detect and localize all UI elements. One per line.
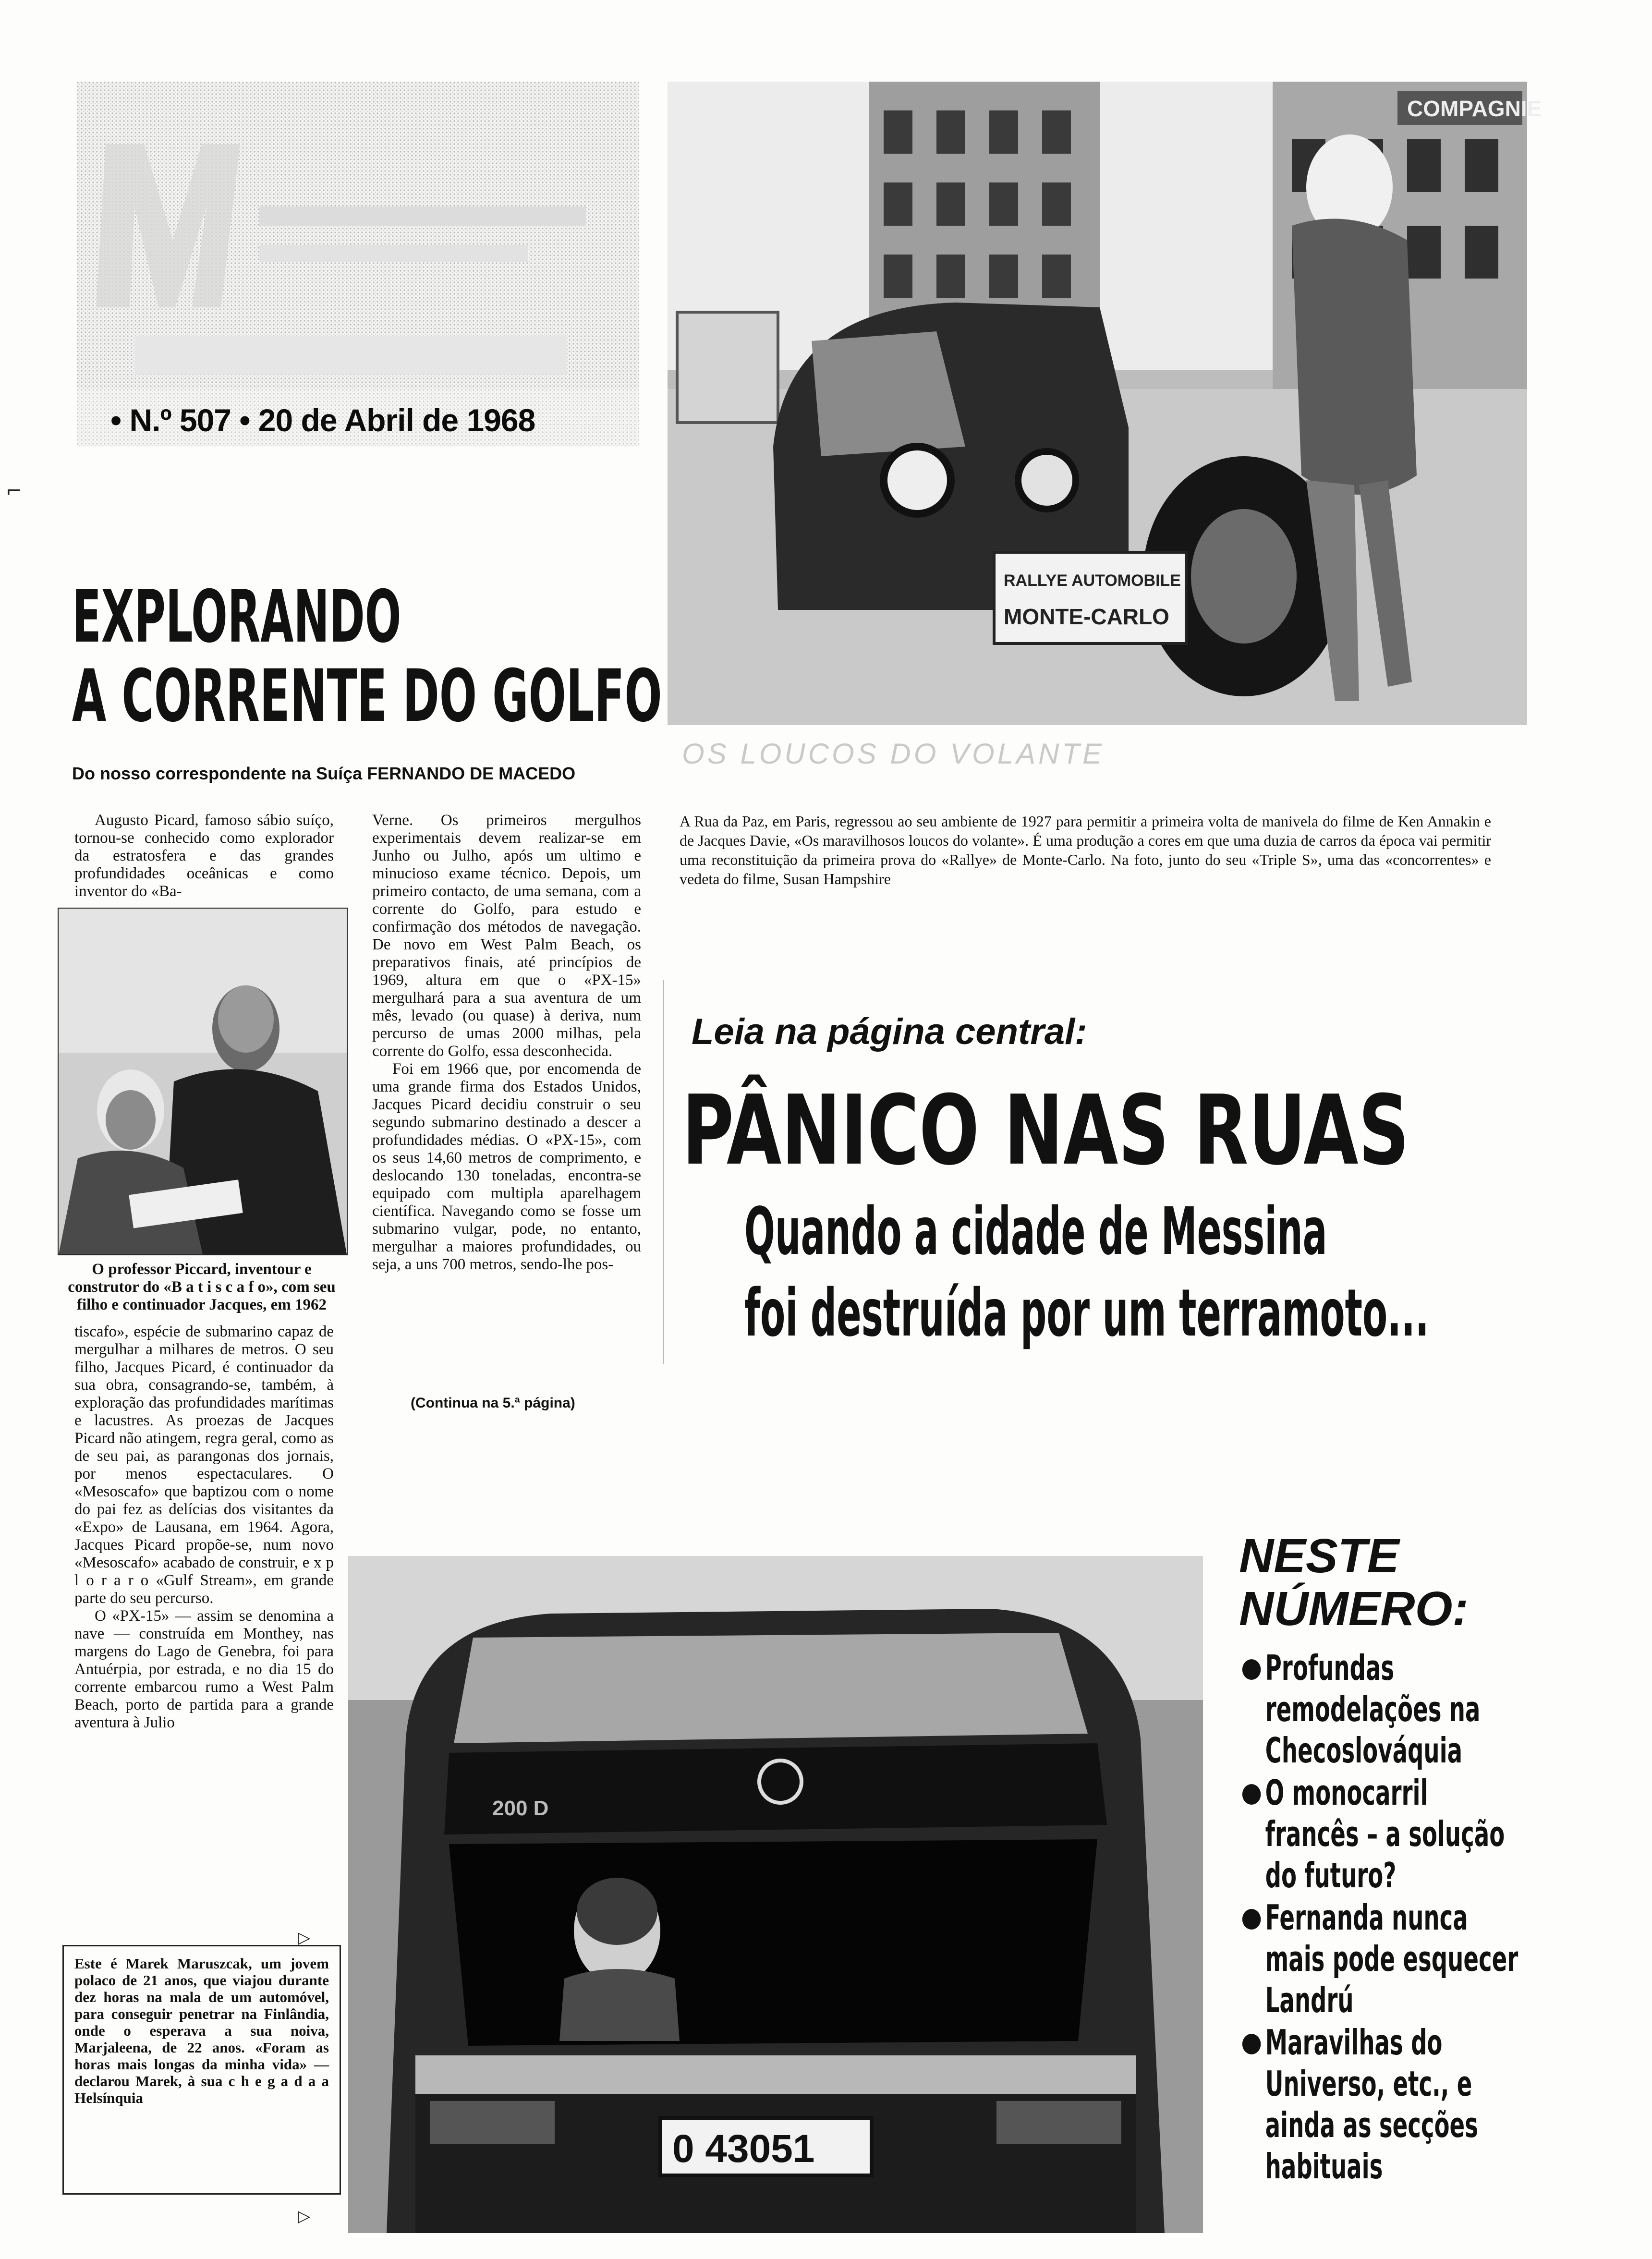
arrow-right-icon: ▷ (298, 1928, 311, 1947)
article-column-2 (372, 812, 641, 1274)
article-column-1-intro (74, 812, 334, 900)
article-paragraph: O «PX-15» — assim se denomina a nave — construída em Monthey, nas margens do Lago de Genebra, foi para Antuérpia, por estrada, e no dia 15 do corrente embarcou rumo a West Palm Beach, porto de partida para a grande aventura à Julio (74, 1607, 334, 1731)
continued-note: (Continua na 5.ª página) (411, 1395, 575, 1411)
article-byline: Do nosso correspondente na Suíça FERNANDO DE MACEDO (72, 764, 576, 783)
masthead-logo (77, 82, 639, 514)
issue-line: • N.º 507 • 20 de Abril de 1968 (110, 402, 535, 438)
contents-item (1241, 1772, 1513, 1896)
neste-numero-title-line-1: NESTE (1239, 1529, 1399, 1583)
contents-item (1241, 1647, 1513, 1771)
paris-photo-caption: A Rua da Paz, em Paris, regressou ao seu ambiente de 1927 para permitir a primeira volta de manivela do filme de Ken Annakin e de Jacques Davie, «Os maravilhosos loucos do volante». É uma produção a cores em que uma duzia de carros da época vai permitir uma reconstituição da primeira prova do «Rallye» de Monte-Carlo. Na foto, junto do seu «Triple S», uma das «concorrentes» e vedeta do filme, Susan Hampshire (680, 813, 1491, 887)
arrow-right-icon: ▷ (298, 2207, 311, 2226)
piccard-photo-caption: O professor Piccard, inventour e construtor do «B a t i s c a f o», com seu filho e continuador Jacques, em 1962 (68, 1261, 336, 1313)
article-paragraph: Augusto Picard, famoso sábio suíço, tornou-se conhecido como explorador da estratosfera e das grandes profundidades oceânicas e como inventor do «Ba- (74, 812, 334, 900)
rallye-plate-line-2: MONTE-CARLO (1004, 604, 1169, 629)
car-trunk-photo (348, 1556, 1203, 2233)
bullet-icon: ● (1241, 1777, 1262, 1808)
neste-numero-title-line-2: NÚMERO: (1239, 1582, 1469, 1636)
feature-title: PÂNICO NAS RUAS (682, 1075, 1409, 1187)
car-model-badge: 200 D (492, 1797, 549, 1820)
contents-item-label: O monocarril francês – a solução do futuro? (1265, 1773, 1505, 1895)
article-paragraph: Verne. Os primeiros mergulhos experimentais devem realizar-se em Junho ou Julho, após um ultimo e minucioso exame técnico. Depois, um primeiro contacto, de uma semana, com a corrente do Golfo, para estudo e confirmação dos métodos de navegação. De novo em West Palm Beach, os preparativos finais, até princípios de 1969, altura em que o «PX-15» mergulhará para a sua aventura de um mês, levado (ou quase) à deriva, num percurso de umas 2000 milhas, pela corrente do Golfo, essa desconhecida. (372, 812, 641, 1060)
building-sign: COMPAGNIE (1407, 96, 1542, 121)
faded-film-title: OS LOUCOS DO VOLANTE (682, 738, 1105, 770)
piccard-photo (58, 908, 348, 1255)
bullet-icon: ● (1241, 1902, 1262, 1933)
car-photo-caption: Este é Marek Maruszcak, um jovem polaco de 21 anos, que viajou durante dez horas na mala de um automóvel, para conseguir penetrar na Finlândia, onde o esperava a sua noiva, Marjaleena, de 22 anos. «Foram as horas mais longas da minha vida» — declarou Marek, à sua c h e g a d a a Helsínquia (62, 1945, 341, 2195)
article-headline-line-1: EXPLORANDO (72, 575, 401, 659)
bullet-icon: ● (1241, 1652, 1262, 1683)
article-column-1-body (74, 1323, 334, 1732)
contents-item-label: Maravilhas do Universo, etc., e ainda as secções habituais (1265, 2022, 1478, 2186)
rallye-plate-line-1: RALLYE AUTOMOBILE (1004, 571, 1181, 590)
contents-item (1241, 1897, 1518, 2021)
paris-rallye-photo (668, 82, 1542, 725)
margin-mark-icon: ⌐ (6, 480, 22, 502)
bullet-icon: ● (1241, 2027, 1262, 2058)
contents-item-label: Profundas remodelações na Checoslováquia (1265, 1648, 1481, 1771)
article-paragraph: tiscafo», espécie de submarino capaz de mergulhar a milhares de metros. O seu filho, Jacques Picard, é continuador da sua obra, consagrando-se, também, à exploração das profundidades marítimas e lacustres. As proezas de Jacques Picard não atingem, regra geral, como as de seu pai, as parangonas dos jornais, por menos espectaculares. O «Mesoscafo» que baptizou com o nome do pai fez as delícias dos visitantes da «Expo» de Lausana, em 1964. Agora, Jacques Picard propõe-se, num novo «Mesoscafo» acabado de construir, e x p l o r a r o «Gulf Stream», em grande parte do seu percurso. (74, 1323, 334, 1607)
license-plate: 0 43051 (672, 2127, 815, 2171)
article-paragraph: Foi em 1966 que, por encomenda de uma grande firma dos Estados Unidos, Jacques Picard decidiu construir o seu segundo submarino destinado a descer a profundidades médias. O «PX-15», com os seus 14,60 metros de comprimento, e deslocando 130 toneladas, encontra-se equipado com multipla aparelhagem científica. Navegando como se fosse um submarino vulgar, pode, no entanto, mergulhar a maiores profundidades, ou seja, a uns 700 metros, sendo-lhe pos- (372, 1060, 641, 1273)
contents-item (1241, 2022, 1513, 2187)
feature-subtitle-line-1: Quando a cidade de Messina (744, 1194, 1327, 1270)
feature-intro: Leia na página central: (692, 1011, 1087, 1052)
article-headline-line-2: A CORRENTE DO GOLFO (72, 655, 662, 738)
feature-subtitle-line-2: foi destruída por um terramoto... (744, 1275, 1429, 1351)
neste-numero-title (1239, 1530, 1469, 1635)
contents-item-label: Fernanda nunca mais pode esquecer Landrú (1265, 1897, 1518, 2020)
